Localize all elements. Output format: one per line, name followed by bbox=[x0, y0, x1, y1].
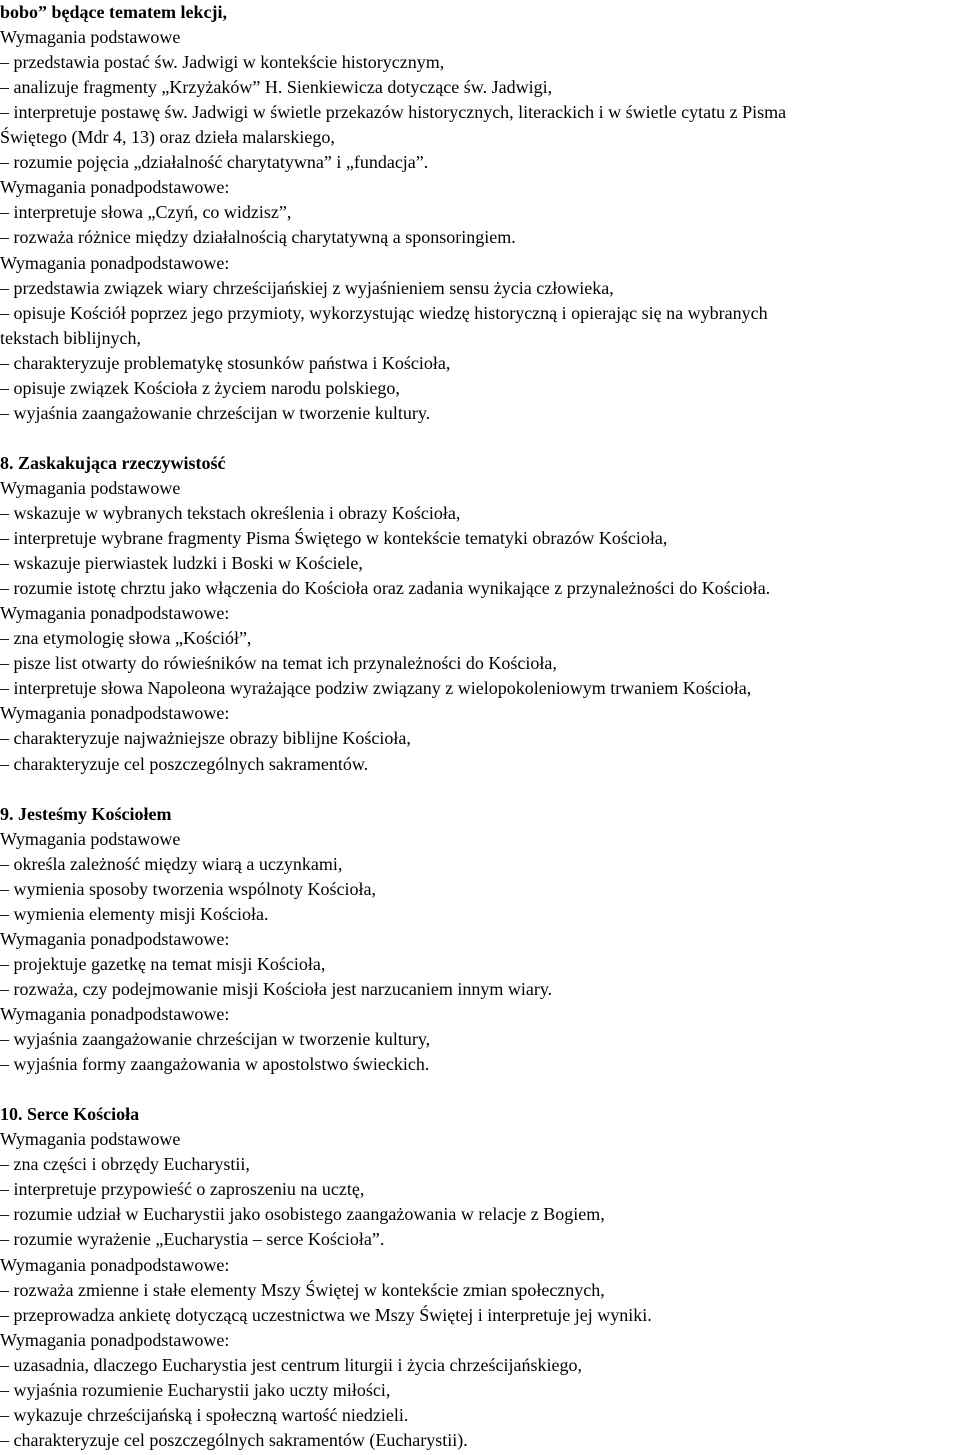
requirements-advanced-label: Wymagania ponadpodstawowe: bbox=[0, 928, 230, 949]
requirement-item: – rozumie wyrażenie „Eucharystia – serce Kościoła”. bbox=[0, 1229, 385, 1250]
requirement-item: – charakteryzuje problematykę stosunków państwa i Kościoła, bbox=[0, 352, 451, 373]
requirement-item: – przedstawia postać św. Jadwigi w kontekście historycznym, bbox=[0, 52, 445, 73]
requirement-item: – wyjaśnia rozumienie Eucharystii jako uczty miłości, bbox=[0, 1379, 391, 1400]
requirements-basic-label: Wymagania podstawowe bbox=[0, 1129, 181, 1150]
requirement-item: – projektuje gazetkę na temat misji Kościoła, bbox=[0, 953, 326, 974]
requirement-item: – interpretuje słowa Napoleona wyrażające podziw związany z wielopokoleniowym trwaniem Kościoła, bbox=[0, 678, 752, 699]
requirement-item: – wymienia elementy misji Kościoła. bbox=[0, 903, 269, 924]
requirement-item: – wskazuje w wybranych tekstach określenia i obrazy Kościoła, bbox=[0, 503, 461, 523]
requirement-item: – rozważa zmienne i stałe elementy Mszy Świętej w kontekście zmian społecznych, bbox=[0, 1279, 605, 1300]
requirements-advanced-label: Wymagania ponadpodstawowe: bbox=[0, 603, 230, 624]
requirement-item: – wskazuje pierwiastek ludzki i Boski w Kościele, bbox=[0, 553, 363, 574]
requirement-item: – określa zależność między wiarą a uczynkami, bbox=[0, 853, 343, 874]
requirement-item: – charakteryzuje cel poszczególnych sakramentów (Eucharystii). bbox=[0, 1429, 468, 1450]
requirement-item: – interpretuje słowa „Czyń, co widzisz”, bbox=[0, 202, 292, 223]
requirement-item: – rozważa, czy podejmowanie misji Kościoła jest narzucaniem innym wiary. bbox=[0, 978, 553, 999]
requirements-basic-label: Wymagania podstawowe bbox=[0, 828, 181, 849]
requirement-item: – interpretuje przypowieść o zaproszeniu na ucztę, bbox=[0, 1179, 365, 1200]
requirement-item: – przedstawia związek wiary chrześcijańskiej z wyjaśnieniem sensu życia człowieka, bbox=[0, 277, 614, 298]
requirement-item: – wyjaśnia formy zaangażowania w apostolstwo świeckich. bbox=[0, 1054, 430, 1075]
requirement-item: – opisuje Kościół poprzez jego przymioty, wykorzystując wiedzę historyczną i opierając się na wybranych bbox=[0, 302, 768, 323]
requirement-item: – opisuje związek Kościoła z życiem narodu polskiego, bbox=[0, 377, 400, 398]
requirements-advanced-label: Wymagania ponadpodstawowe: bbox=[0, 703, 230, 724]
text-line: Świętego (Mdr 4, 13) oraz dzieła malarskiego, bbox=[0, 127, 335, 148]
section-heading: 9. Jesteśmy Kościołem bbox=[0, 803, 172, 824]
requirement-item: – rozumie pojęcia „działalność charytatywna” i „fundacja”. bbox=[0, 152, 429, 173]
requirement-item: – charakteryzuje najważniejsze obrazy biblijne Kościoła, bbox=[0, 728, 411, 749]
requirement-item: – zna etymologię słowa „Kościół”, bbox=[0, 628, 252, 649]
requirements-advanced-label: Wymagania ponadpodstawowe: bbox=[0, 177, 230, 198]
requirement-item: – rozumie udział w Eucharystii jako osobistego zaangażowania w relacje z Bogiem, bbox=[0, 1204, 605, 1225]
section-heading: 8. Zaskakująca rzeczywistość bbox=[0, 452, 226, 473]
requirement-item: – analizuje fragmenty „Krzyżaków” H. Sienkiewicza dotyczące św. Jadwigi, bbox=[0, 77, 553, 98]
requirement-item: – wymienia sposoby tworzenia wspólnoty Kościoła, bbox=[0, 878, 376, 899]
requirements-advanced-label: Wymagania ponadpodstawowe: bbox=[0, 1004, 230, 1024]
requirements-advanced-label: Wymagania ponadpodstawowe: bbox=[0, 252, 230, 273]
requirements-advanced-label: Wymagania ponadpodstawowe: bbox=[0, 1254, 230, 1275]
requirement-item: – przeprowadza ankietę dotyczącą uczestnictwa we Mszy Świętej i interpretuje jej wyniki. bbox=[0, 1304, 652, 1325]
requirement-item: – charakteryzuje cel poszczególnych sakramentów. bbox=[0, 753, 369, 774]
requirement-item: – rozumie istotę chrztu jako włączenia do Kościoła oraz zadania wynikające z przynależności do Kościoła. bbox=[0, 578, 771, 599]
requirement-item: – interpretuje wybrane fragmenty Pisma Świętego w kontekście tematyki obrazów Kościoła, bbox=[0, 528, 668, 549]
section-heading: 10. Serce Kościoła bbox=[0, 1104, 140, 1125]
requirements-basic-label: Wymagania podstawowe bbox=[0, 477, 181, 498]
requirement-item: – interpretuje postawę św. Jadwigi w świetle przekazów historycznych, literackich i w świetle cytatu z Pisma bbox=[0, 102, 787, 123]
requirement-item: – wykazuje chrześcijańską i społeczną wartość niedzieli. bbox=[0, 1404, 409, 1425]
section-heading: bobo” będące tematem lekcji, bbox=[0, 2, 227, 22]
requirements-advanced-label: Wymagania ponadpodstawowe: bbox=[0, 1329, 230, 1350]
requirements-basic-label: Wymagania podstawowe bbox=[0, 27, 181, 48]
text-line: tekstach biblijnych, bbox=[0, 327, 141, 348]
requirement-item: – uzasadnia, dlaczego Eucharystia jest centrum liturgii i życia chrześcijańskiego, bbox=[0, 1354, 582, 1375]
requirement-item: – pisze list otwarty do rówieśników na temat ich przynależności do Kościoła, bbox=[0, 653, 557, 674]
requirement-item: – wyjaśnia zaangażowanie chrześcijan w tworzenie kultury, bbox=[0, 1029, 431, 1050]
requirement-item: – zna części i obrzędy Eucharystii, bbox=[0, 1154, 250, 1175]
requirement-item: – rozważa różnice między działalnością charytatywną a sponsoringiem. bbox=[0, 227, 516, 248]
requirement-item: – wyjaśnia zaangażowanie chrześcijan w tworzenie kultury. bbox=[0, 402, 431, 423]
